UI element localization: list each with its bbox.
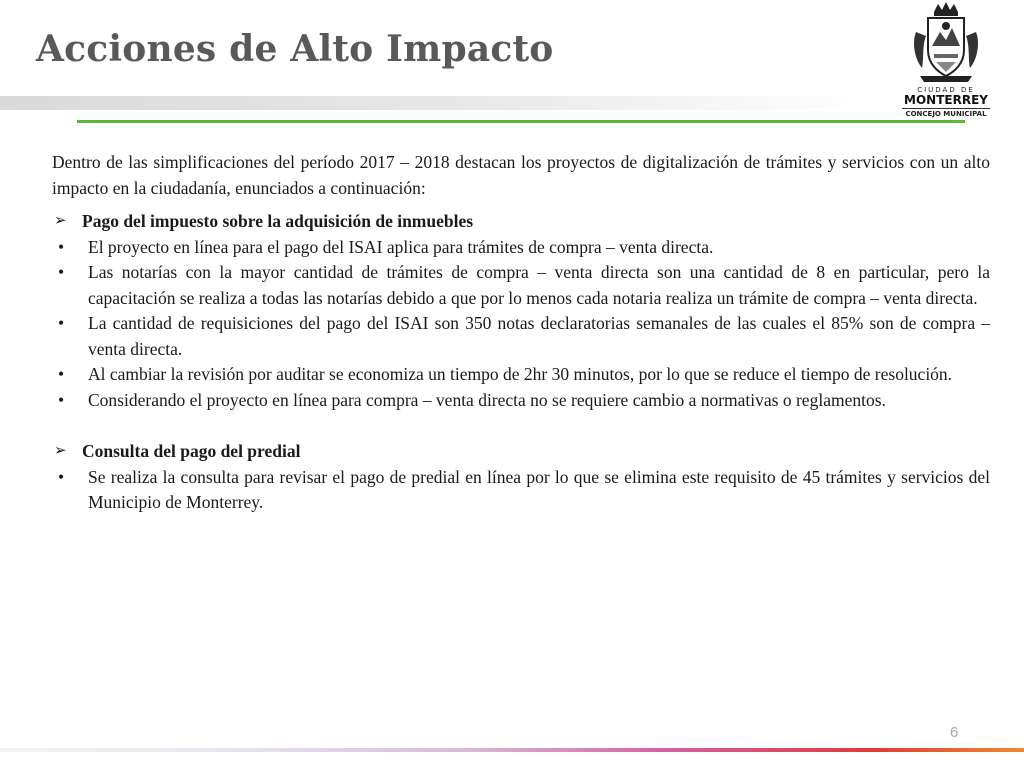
list-item (52, 465, 990, 516)
section-heading-label: Consulta del pago del predial (82, 441, 301, 461)
list-item (52, 362, 990, 388)
bullet-dot-icon: • (58, 364, 65, 384)
section-heading-label: Pago del impuesto sobre la adquisición de inmuebles (82, 211, 474, 231)
list-item (52, 388, 990, 414)
bullet-dot-icon: • (58, 313, 65, 333)
bullet-list-isai (52, 235, 990, 414)
page-number: 6 (950, 724, 959, 741)
logo-line-monterrey: MONTERREY (904, 93, 988, 107)
bullet-dot-icon: • (58, 389, 65, 410)
bullet-list-predial (52, 465, 990, 516)
accent-divider (77, 120, 965, 123)
bullet-dot-icon: • (58, 466, 65, 487)
slide-body (52, 150, 990, 516)
section-heading-isai (52, 209, 990, 235)
list-item-text: Considerando el proyecto en línea para compra – venta directa no se requiere cambio a normativas o reglamentos. (88, 389, 886, 410)
bullet-dot-icon: • (58, 262, 65, 282)
list-item (52, 311, 990, 362)
city-logo (896, 2, 996, 122)
logo-line-concejo: CONCEJO MUNICIPAL (902, 108, 990, 118)
intro-paragraph: Dentro de las simplificaciones del período 2017 – 2018 destacan los proyectos de digitalización de trámites y servicios con un alto impacto en la ciudadanía, enunciados a continuación: (52, 152, 990, 198)
title-underline-band (0, 96, 870, 110)
logo-line-ciudad: CIUDAD DE (917, 86, 975, 94)
footer-color-bar (0, 748, 1024, 752)
list-item-text: Las notarías con la mayor cantidad de trámites de compra – venta directa son una cantidad de 8 en particular, pero la capacitación se realiza a todas las notarías debido a que por lo menos cada notaria realiza un trámite de compra – venta directa. (88, 262, 990, 308)
list-item-text: Al cambiar la revisión por auditar se economiza un tiempo de 2hr 30 minutos, por lo que se reduce el tiempo de resolución. (88, 364, 953, 384)
city-coat-of-arms-icon (910, 2, 982, 84)
arrow-bullet-icon: ➢ (54, 213, 67, 229)
section-spacer (52, 413, 990, 439)
section-heading-predial (52, 439, 990, 465)
page-title: Acciones de Alto Impacto (36, 28, 554, 70)
list-item-text: La cantidad de requisiciones del pago del ISAI son 350 notas declaratorias semanales de las cuales el 85% son de compra – venta directa. (88, 313, 990, 359)
list-item (52, 235, 990, 261)
bullet-dot-icon: • (58, 236, 65, 257)
list-item-text: El proyecto en línea para el pago del ISAI aplica para trámites de compra – venta directa. (88, 236, 714, 257)
list-item-text: Se realiza la consulta para revisar el pago de predial en línea por lo que se elimina este requisito de 45 trámites y servicios del Municipio de Monterrey. (88, 466, 990, 512)
list-item (52, 260, 990, 311)
arrow-bullet-icon: ➢ (54, 443, 67, 459)
